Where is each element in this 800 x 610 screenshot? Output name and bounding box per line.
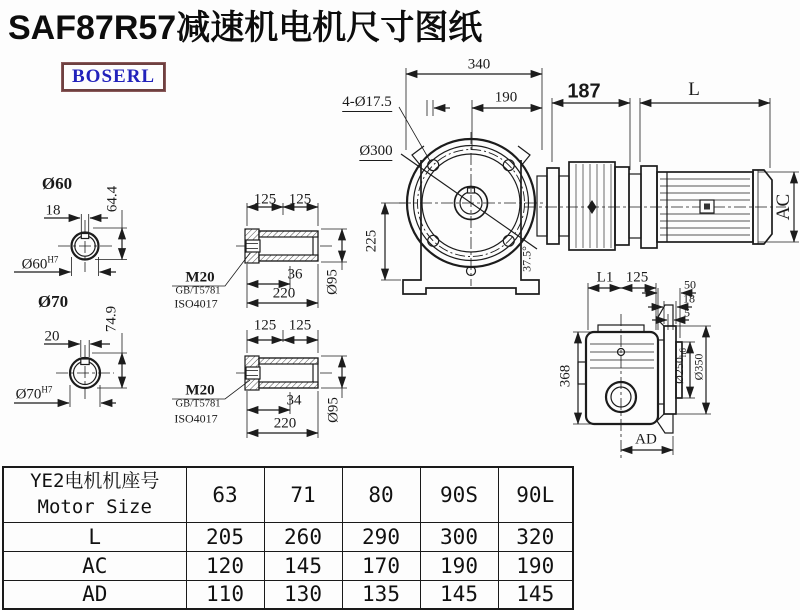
angle-37-5-label: 37.5° <box>519 246 534 272</box>
motor-size-table <box>2 466 574 610</box>
dim-18-label: 18 <box>45 202 61 219</box>
dim-20-label: 20 <box>44 328 60 345</box>
col-63: 63 <box>186 467 264 522</box>
dim-368-label: 368 <box>557 364 574 388</box>
col-90L: 90L <box>498 467 573 522</box>
d300-label: Ø300 <box>359 143 393 159</box>
dim-125-label: 125 <box>288 317 312 334</box>
col-71: 71 <box>264 467 342 522</box>
page-title: SAF87R57减速机电机尺寸图纸 <box>8 9 483 47</box>
dim-5-label: 5 <box>684 305 690 320</box>
d70-label: Ø70 <box>37 292 69 311</box>
row-label-AC: AC <box>3 551 186 580</box>
dim-125-label: 125 <box>253 317 277 334</box>
table-row-L: L 205 260 290 300 320 <box>3 522 573 551</box>
iso-standard-label: ISO4017 <box>174 411 218 426</box>
dim-125-label: 125 <box>253 191 277 208</box>
boserl-logo-text: BOSERL <box>72 66 156 87</box>
row-label-L: L <box>3 522 186 551</box>
dim-64-4-label: 64.4 <box>104 185 121 213</box>
bolt-holes-label: 4-Ø17.5 <box>342 94 392 110</box>
dim-34-label: 34 <box>286 392 302 409</box>
gb-standard-label: GB/T5781 <box>175 398 221 410</box>
dim-187-label: 187 <box>567 80 601 103</box>
dim-220-label: 220 <box>273 415 297 432</box>
dim-74-9-label: 74.9 <box>103 305 120 333</box>
table-row-AC: AC 120 145 170 190 190 <box>3 551 573 580</box>
gb-standard-label: GB/T5781 <box>175 285 221 297</box>
dim-18-label: 18 <box>683 291 695 306</box>
iso-standard-label: ISO4017 <box>174 296 218 311</box>
col-90S: 90S <box>420 467 498 522</box>
dim-225-label: 225 <box>363 229 380 253</box>
dim-AC-label: AC <box>773 193 794 221</box>
d70h7-label: $Ø70^{H7}$ <box>15 384 53 403</box>
dim-50-label: 50 <box>684 277 696 292</box>
coupling-and-motor-view <box>524 98 799 250</box>
d60h7-label: $Ø60^{H7}$ <box>21 254 59 273</box>
d350-label: Ø350 <box>691 353 706 381</box>
dim-L1-label: L1 <box>596 269 614 286</box>
m20-label: M20 <box>185 382 215 399</box>
d95-label: Ø95 <box>324 269 341 295</box>
dim-190-label: 190 <box>494 89 518 106</box>
d250h6-label: $Ø250_{h6}$ <box>671 348 689 384</box>
dim-L-label: L <box>688 79 700 100</box>
dim-AD-label: AD <box>635 431 657 448</box>
dim-340-label: 340 <box>467 56 491 73</box>
table-header-motor-size: YE2电机机座号 Motor Size <box>3 467 186 522</box>
dim-125-label: 125 <box>625 269 649 286</box>
table-row-AD: AD 110 130 135 145 145 <box>3 580 573 609</box>
m20-label: M20 <box>185 269 215 286</box>
col-80: 80 <box>342 467 420 522</box>
dim-36-label: 36 <box>287 266 303 283</box>
dim-125-label: 125 <box>288 191 312 208</box>
dim-220-label: 220 <box>272 285 296 302</box>
d95-label: Ø95 <box>325 397 342 423</box>
d60-label: Ø60 <box>41 174 73 193</box>
row-label-AD: AD <box>3 580 186 609</box>
